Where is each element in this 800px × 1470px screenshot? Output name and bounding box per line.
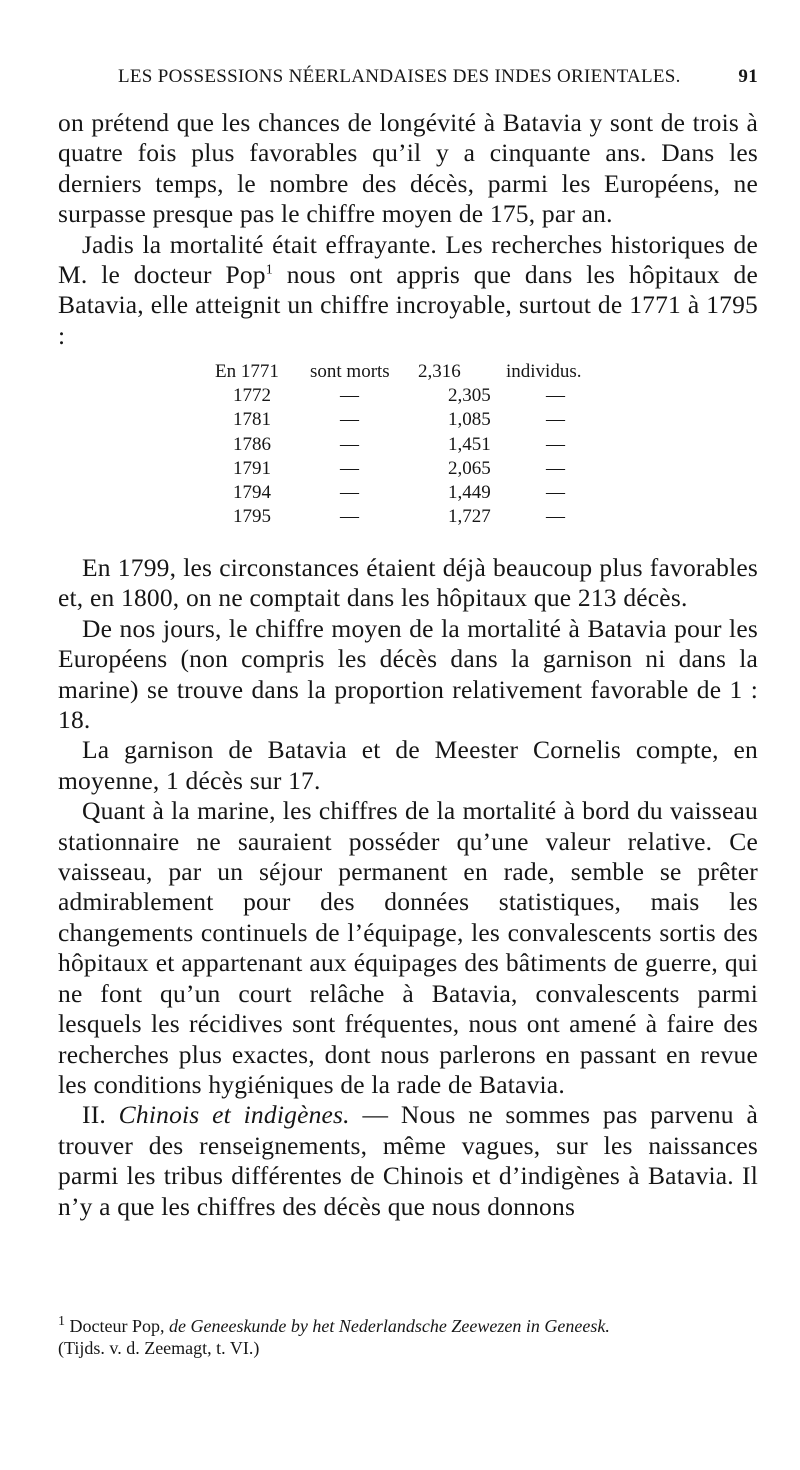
table-row [215, 384, 636, 408]
upper-text [58, 108, 758, 351]
footnote [58, 1315, 758, 1359]
section-number: II. [82, 1100, 119, 1130]
footnote-line-1 [58, 1315, 758, 1337]
table-year: 1781 [233, 409, 271, 431]
table-verb: — [340, 409, 359, 431]
footnote-mark: 1 [58, 1314, 65, 1329]
paragraph-1: on prétend que les chances de longévité à Batavia y sont de trois à quatre fois plus favorables qu’il y a cinquante ans. Dans les derniers temps, le nombre des décès, parmi les Européens, ne surpasse presque pas le chiffre moyen de 175, par an. [58, 108, 758, 229]
table-verb: — [340, 506, 359, 528]
table-count: 2,316 [418, 361, 461, 382]
table-row [215, 505, 636, 529]
paragraph-2-start: Jadis la mortalité était effrayante. Les recherches historiques de M. le docteur Pop [58, 229, 758, 290]
paragraph-5: La garnison de Batavia et de Meester Cornelis compte, en moyenne, 1 décès sur 17. [58, 735, 758, 795]
table-year: 1795 [233, 506, 271, 528]
table-unit: — [546, 506, 565, 528]
mortality-table [215, 360, 636, 529]
table-row [215, 457, 636, 481]
table-year: 1772 [233, 385, 271, 407]
table-count: 1,451 [448, 433, 491, 455]
table-verb: — [340, 457, 359, 479]
section-text: — Nous ne sommes pas parvenu à trouver des renseignements, même vagues, sur les naissances parmi les tribus différentes de Chinois et d’indigènes à Batavia. Il n’y a que les chiffres des décès que nous donnons [58, 1100, 758, 1221]
page-number: 91 [738, 66, 758, 87]
table-unit: — [546, 457, 565, 479]
table-year: 1786 [233, 433, 271, 455]
table-count: 1,727 [448, 506, 491, 528]
paragraph-2 [58, 230, 758, 352]
table-unit: — [546, 409, 565, 431]
table-count: 1,449 [448, 481, 491, 503]
table-verb: sont morts [310, 361, 390, 382]
footnote-ref: 1 [265, 262, 273, 278]
table-unit: — [546, 385, 565, 407]
table-year: 1791 [233, 457, 271, 479]
table-row [215, 408, 636, 432]
table-row [215, 360, 636, 384]
lower-text [58, 553, 758, 1222]
section-title: Chinois et indigènes. [118, 1100, 350, 1130]
table-unit: individus. [506, 361, 582, 382]
table-year: 1794 [233, 481, 271, 503]
table-row [215, 433, 636, 457]
table-verb: — [340, 433, 359, 455]
paragraph-4: De nos jours, le chiffre moyen de la mortalité à Batavia pour les Européens (non compris les décès dans la garnison ni dans la marine) se trouve dans la proportion relativement favorable de 1 : 18. [58, 613, 758, 735]
table-verb: — [340, 385, 359, 407]
table-row [215, 481, 636, 505]
table-year: En 1771 [215, 361, 279, 382]
paragraph-2-end: nous ont appris que dans les hôpitaux de Batavia, elle atteignit un chiffre incroyable, surtout de 1771 à 1795 : [58, 260, 759, 350]
table-count: 2,065 [448, 457, 491, 479]
table-unit: — [546, 433, 565, 455]
paragraph-6: Quant à la marine, les chiffres de la mortalité à bord du vaisseau stationnaire ne sauraient posséder qu’une valeur relative. Ce vaisseau, par un séjour permanent en rade, semble se prêter admirablement pour des données statistiques, mais les changements continuels de l’équipage, les convalescents sortis des hôpitaux et appartenant aux équipages des bâtiments de guerre, qui ne font qu’un court relâche à Batavia, convalescents parmi lesquels les récidives sont fréquentes, nous ont amené à faire des recherches plus exactes, dont nous parlerons en passant en revue les conditions hygiéniques de la rade de Batavia. [58, 796, 758, 1099]
running-header [118, 66, 758, 88]
table-verb: — [340, 481, 359, 503]
footnote-lead: Docteur Pop, [65, 1316, 169, 1336]
table-unit: — [546, 481, 565, 503]
footnote-title: de Geneeskunde by het Nederlandsche Zeewezen in Geneesk. [168, 1316, 610, 1336]
table-count: 1,085 [448, 409, 491, 431]
running-title: LES POSSESSIONS NÉERLANDAISES DES INDES ORIENTALES. [118, 66, 681, 87]
table-count: 2,305 [448, 385, 491, 407]
paragraph-7 [58, 1100, 758, 1222]
footnote-line-2: (Tijds. v. d. Zeemagt, t. VI.) [58, 1338, 260, 1358]
paragraph-3: En 1799, les circonstances étaient déjà beaucoup plus favorables et, en 1800, on ne comptait dans les hôpitaux que 213 décès. [58, 553, 758, 613]
